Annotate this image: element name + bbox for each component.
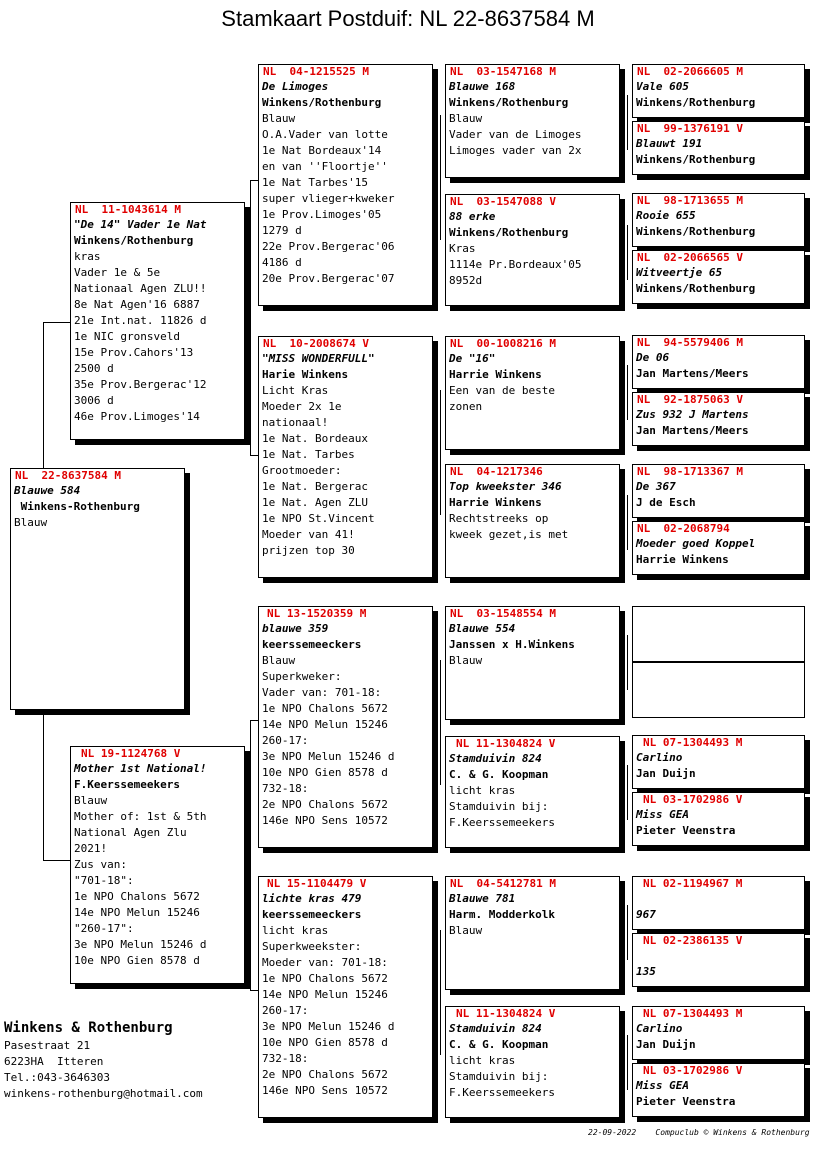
owner-city: 6223HA Itteren [4,1055,104,1068]
info-lines [446,653,619,669]
g4-card [632,1006,805,1060]
info-line: Blauw [262,112,296,125]
pigeon-name: lichte kras 479 [262,892,362,905]
g4-card [632,64,805,118]
info-line: 22e Prov.Bergerac'06 [262,240,395,253]
g4-card [632,735,805,789]
g4-card [632,193,805,247]
connector [440,115,441,240]
ring-number: NL 03-1548554 M [450,607,556,620]
connector [250,990,258,991]
info-line: super vlieger+kweker [262,192,395,205]
pigeon-name: Witveertje 65 [636,266,723,279]
connector [627,365,628,420]
info-line: Vader 1e & 5e [74,266,161,279]
pigeon-name: Blauwe 584 [14,484,81,497]
info-line: Vader van: 701-18: [262,686,382,699]
connector [43,322,71,323]
g4-card [632,335,805,389]
info-line: "260-17": [74,922,134,935]
info-line: 1e Nat. Bergerac [262,480,368,493]
footer-credit: 22-09-2022 Compuclub © Winkens & Rothenburg [588,1128,810,1137]
owner-name: J de Esch [636,496,696,509]
info-line: 4186 d [262,256,302,269]
ring-number: NL 99-1376191 V [637,122,743,135]
info-line: 260-17: [262,734,309,747]
ring-number: NL 10-2008674 V [263,337,369,350]
info-line: Kras [449,242,476,255]
info-line: 1279 d [262,224,302,237]
pigeon-name: Carlino [636,751,683,764]
connector [627,1035,628,1090]
connector [43,860,70,861]
owner-name: Jan Martens/Meers [636,367,749,380]
pigeon-name: Blauwe 168 [449,80,516,93]
ring-number: NL 02-2066565 V [637,251,743,264]
ring-number: NL 13-1520359 M [267,607,367,620]
info-line: Moeder van: 701-18: [262,956,388,969]
connector [627,635,628,690]
info-lines [259,923,432,1099]
connector [250,180,251,455]
info-line: prijzen top 30 [262,544,355,557]
info-lines [446,511,619,543]
page-title: Stamkaart Postduif: NL 22-8637584 M [221,6,595,31]
info-line: F.Keerssemeekers [449,1086,555,1099]
connector [627,905,628,960]
owner-name: keerssemeeckers [262,908,362,921]
info-line: 20e Prov.Bergerac'07 [262,272,395,285]
info-line: 10e NPO Gien 8578 d [74,954,200,967]
owner-name: Winkens/Rothenburg [636,282,756,295]
pigeon-name: Stamduivin 824 [449,752,542,765]
pigeon-name: Rooie 655 [636,209,696,222]
info-line: 1e NIC gronsveld [74,330,180,343]
ring-number: NL 02-2066605 M [637,65,743,78]
info-line: Licht Kras [262,384,329,397]
info-line: 146e NPO Sens 10572 [262,814,388,827]
ring-number: NL 19-1124768 V [81,747,181,760]
info-line: Mother of: 1st & 5th [74,810,207,823]
owner-name: Winkens/Rothenburg [449,226,569,239]
owner-name: Harrie Winkens [636,553,729,566]
owner-name: Winkens/Rothenburg [636,96,756,109]
pigeon-name: De Limoges [262,80,329,93]
subject-card [10,468,185,710]
info-line: 14e NPO Melun 15246 [262,988,388,1001]
info-line: 1e Nat Tarbes'15 [262,176,368,189]
g4-card [632,250,805,304]
pigeon-name: De 06 [636,351,670,364]
info-line: 1114e Pr.Bordeaux'05 [449,258,582,271]
info-line: 732-18: [262,1052,309,1065]
pigeon-name: Miss GEA [636,808,689,821]
pigeon-name: Blauwt 191 [636,137,703,150]
info-line: licht kras [262,924,329,937]
connector [627,95,628,150]
owner-street: Pasestraat 21 [4,1039,91,1052]
pigeon-name: Blauwe 781 [449,892,516,905]
info-line: 3e NPO Melun 15246 d [74,938,207,951]
info-line: Zus van: [74,858,127,871]
ring-number: NL 07-1304493 M [643,1007,743,1020]
pigeon-name: De "16" [449,352,496,365]
info-lines [446,923,619,939]
info-line: kras [74,250,101,263]
pigeon-name: Stamduivin 824 [449,1022,542,1035]
connector [43,712,44,860]
ring-number: NL 04-5412781 M [450,877,556,890]
pigeon-name: 967 [636,908,656,921]
info-line: 1e NPO St.Vincent [262,512,375,525]
great-grandparent-card [445,736,620,848]
info-line: 3006 d [74,394,114,407]
great-grandparent-card [445,606,620,720]
info-line: 15e Prov.Cahors'13 [74,346,194,359]
g4-card-empty [632,606,805,662]
g4-card [632,876,805,930]
info-line: 1e Nat. Tarbes [262,448,355,461]
info-line: 35e Prov.Bergerac'12 [74,378,207,391]
g4-card [632,792,805,846]
ring-number: NL 98-1713655 M [637,194,743,207]
info-line: Een van de beste [449,384,555,397]
ring-number: NL 94-5579406 M [637,336,743,349]
pigeon-name: 135 [636,965,656,978]
owner-name: C. & G. Koopman [449,768,549,781]
info-line: Stamduivin bij: [449,1070,549,1083]
pigeon-name: Vale 605 [636,80,689,93]
owner-name: Jan Martens/Meers [636,424,749,437]
info-line: 2e NPO Chalons 5672 [262,1068,388,1081]
info-line: 14e NPO Melun 15246 [262,718,388,731]
owner-address [4,1018,203,1102]
ring-number: NL 07-1304493 M [643,736,743,749]
info-line: 1e Nat. Agen ZLU [262,496,368,509]
ring-number: NL 02-2068794 [637,522,730,535]
info-lines [71,249,244,425]
ring-number: NL 03-1702986 V [643,793,743,806]
grandfather-mf-card [258,606,433,848]
info-line: Vader van de Limoges [449,128,582,141]
g4-card-empty [632,662,805,718]
info-line: licht kras [449,784,516,797]
pigeon-name: "MISS WONDERFULL" [262,352,375,365]
info-line: Moeder 2x 1e [262,400,342,413]
info-lines [259,383,432,559]
connector [440,660,441,785]
info-line: nationaal! [262,416,329,429]
ring-number: NL 00-1008216 M [450,337,556,350]
owner-name: Harrie Winkens [449,496,542,509]
info-line: Rechtstreeks op [449,512,549,525]
great-grandparent-card [445,464,620,578]
ring-number: NL 98-1713367 M [637,465,743,478]
owner-name: Janssen x H.Winkens [449,638,575,651]
owner-name: Winkens/Rothenburg [449,96,569,109]
connector [250,180,258,181]
g4-card [632,392,805,446]
pigeon-name: "De 14" Vader 1e Nat [74,218,207,231]
ring-number: NL 03-1547168 M [450,65,556,78]
g4-card [632,521,805,575]
owner-name: Jan Duijn [636,1038,696,1051]
pigeon-name: blauwe 359 [262,622,329,635]
owner-phone: Tel.:043-3646303 [4,1071,110,1084]
pigeon-name: Top kweekster 346 [449,480,562,493]
ring-number: NL 15-1104479 V [267,877,367,890]
mother-card [70,746,245,984]
great-grandparent-card [445,1006,620,1118]
owner-name: Winkens-Rothenburg [14,500,140,513]
info-line: O.A.Vader van lotte [262,128,388,141]
info-line: licht kras [449,1054,516,1067]
owner-name: Winkens/Rothenburg [636,153,756,166]
info-line: 1e NPO Chalons 5672 [74,890,200,903]
owner-name: Harm. Modderkolk [449,908,555,921]
owner-name: Winkens/Rothenburg [74,234,194,247]
info-line: kweek gezet,is met [449,528,569,541]
info-line: F.Keerssemeekers [449,816,555,829]
info-line: 732-18: [262,782,309,795]
info-line: Superkweekster: [262,940,362,953]
pigeon-name: 88 erke [449,210,496,223]
ring-number: NL 03-1547088 V [450,195,556,208]
connector [250,720,251,990]
info-line: Blauw [449,112,483,125]
connector [43,322,44,468]
info-lines [259,653,432,829]
info-line: 1e NPO Chalons 5672 [262,972,388,985]
owner-name: Harie Winkens [262,368,349,381]
info-line: Superkweker: [262,670,342,683]
info-line: "701-18": [74,874,134,887]
great-grandparent-card [445,876,620,990]
owner-name: F.Keerssemeekers [74,778,180,791]
connector [440,930,441,1055]
great-grandparent-card [445,64,620,178]
info-line: zonen [449,400,483,413]
owner-name: C. & G. Koopman [449,1038,549,1051]
grandmother-fm-card [258,336,433,578]
info-line: Nationaal Agen ZLU!! [74,282,207,295]
pigeon-name: Moeder goed Koppel [636,537,756,550]
owner-name: Winkens/Rothenburg [262,96,382,109]
connector [627,225,628,280]
ring-number: NL 02-2386135 V [643,934,743,947]
info-line: Blauw [449,924,483,937]
info-line: 14e NPO Melun 15246 [74,906,200,919]
pigeon-name: Zus 932 J Martens [636,408,749,421]
ring-number: NL 11-1304824 V [456,737,556,750]
owner-name: Winkens/Rothenburg [636,225,756,238]
info-lines [446,241,619,289]
ring-number: NL 11-1304824 V [456,1007,556,1020]
ring-number: NL 04-1215525 M [263,65,369,78]
connector [250,455,258,456]
info-line: 1e NPO Chalons 5672 [262,702,388,715]
info-lines [259,111,432,287]
pigeon-name: Miss GEA [636,1079,689,1092]
info-line: 46e Prov.Limoges'14 [74,410,200,423]
info-line: 146e NPO Sens 10572 [262,1084,388,1097]
info-line: 10e NPO Gien 8578 d [262,1036,388,1049]
connector [250,720,258,721]
info-line: 8952d [449,274,483,287]
g4-card [632,1063,805,1117]
owner-title: Winkens & Rothenburg [4,1020,173,1036]
info-line: 1e Nat Bordeaux'14 [262,144,382,157]
ring-number: NL 22-8637584 M [15,469,121,482]
connector [440,390,441,515]
great-grandparent-card [445,194,620,306]
info-lines [446,1053,619,1101]
info-line: National Agen Zlu [74,826,187,839]
info-line: Limoges vader van 2x [449,144,582,157]
color: Blauw [14,516,48,529]
pigeon-name: Mother 1st National! [74,762,207,775]
info-line: 2500 d [74,362,114,375]
great-grandparent-card [445,336,620,450]
info-line: 10e NPO Gien 8578 d [262,766,388,779]
ring-number: NL 03-1702986 V [643,1064,743,1077]
grandfather-ff-card [258,64,433,306]
info-line: Grootmoeder: [262,464,342,477]
owner-name: Pieter Veenstra [636,1095,736,1108]
info-line: 2e NPO Chalons 5672 [262,798,388,811]
owner-name: Pieter Veenstra [636,824,736,837]
info-line: Moeder van 41! [262,528,355,541]
info-line: en van ''Floortje'' [262,160,388,173]
info-line: Stamduivin bij: [449,800,549,813]
ring-number: NL 11-1043614 M [75,203,181,216]
info-line: Blauw [449,654,483,667]
info-line: 1e Prov.Limoges'05 [262,208,382,221]
connector [627,495,628,550]
info-line: 1e Nat. Bordeaux [262,432,368,445]
pigeon-name: Blauwe 554 [449,622,516,635]
pigeon-name: Carlino [636,1022,683,1035]
info-line: 2021! [74,842,108,855]
ring-number: NL 04-1217346 [450,465,543,478]
owner-name: keerssemeeckers [262,638,362,651]
owner-email[interactable]: winkens-rothenburg@hotmail.com [4,1087,203,1100]
grandmother-mm-card [258,876,433,1118]
g4-card [632,464,805,518]
info-lines [71,793,244,969]
owner-name: Harrie Winkens [449,368,542,381]
info-lines [446,383,619,415]
info-lines [446,111,619,159]
info-line: Blauw [74,794,108,807]
pigeon-name: De 367 [636,480,676,493]
info-line: 3e NPO Melun 15246 d [262,750,395,763]
father-card [70,202,245,440]
info-line: 3e NPO Melun 15246 d [262,1020,395,1033]
info-line: Blauw [262,654,296,667]
info-lines [446,783,619,831]
ring-number: NL 92-1875063 V [637,393,743,406]
info-line: 260-17: [262,1004,309,1017]
g4-card [632,121,805,175]
info-line: 8e Nat Agen'16 6887 [74,298,200,311]
owner-name: Jan Duijn [636,767,696,780]
connector [627,765,628,820]
info-line: 21e Int.nat. 11826 d [74,314,207,327]
g4-card [632,933,805,987]
ring-number: NL 02-1194967 M [643,877,743,890]
